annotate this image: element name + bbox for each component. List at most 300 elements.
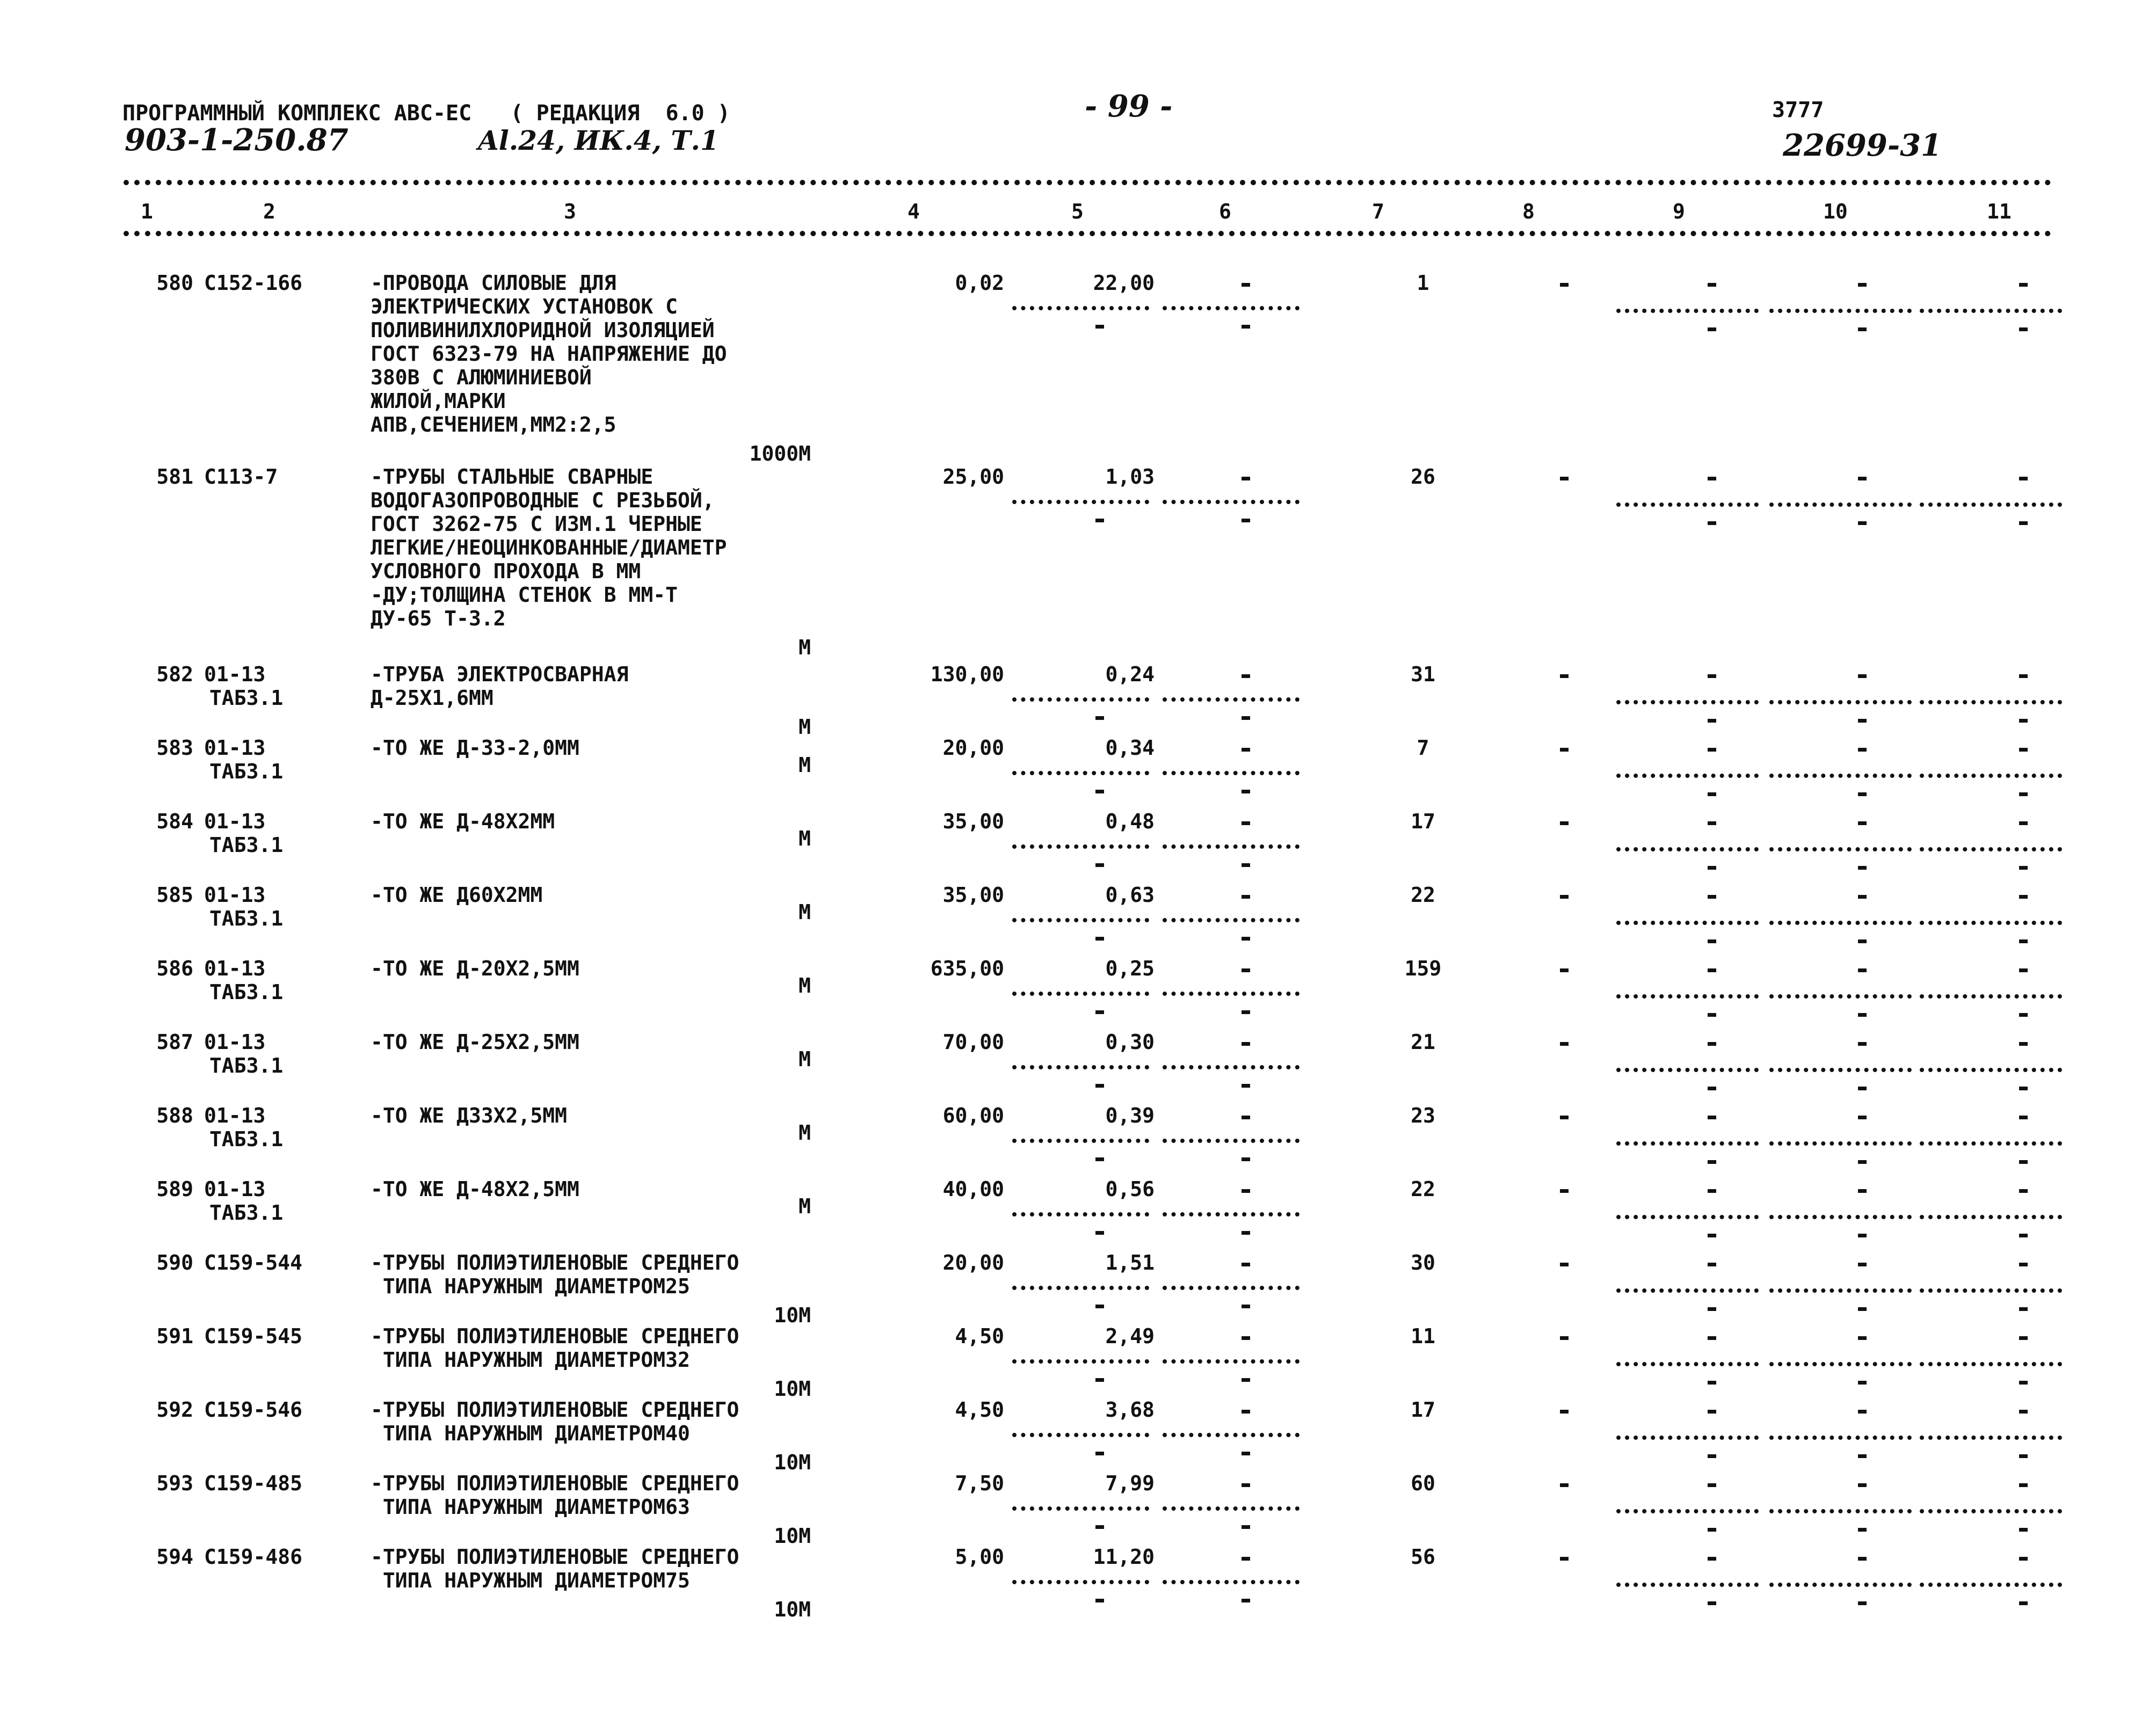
- row-description: ТИПА НАРУЖНЫМ ДИАМЕТРОМ25: [371, 1274, 690, 1298]
- row-unit: М: [798, 1194, 811, 1218]
- row-total: 26: [1411, 465, 1435, 489]
- row-description: -ТРУБЫ ПОЛИЭТИЛЕНОВЫЕ СРЕДНЕГО: [371, 1471, 739, 1495]
- row-unit: 10М: [774, 1598, 811, 1621]
- row-number: 584: [156, 810, 193, 833]
- row-description: -ДУ;ТОЛЩИНА СТЕНОК В ММ-Т: [371, 583, 678, 607]
- empty-value-dash: [1708, 895, 1716, 899]
- row-code: С159-544: [204, 1251, 303, 1274]
- empty-value-dash: [1560, 821, 1569, 825]
- row-code: 01-13: [204, 736, 266, 760]
- dotted-separator: [1163, 500, 1300, 504]
- row-unit: М: [798, 636, 811, 659]
- empty-value-dash: [2019, 327, 2028, 331]
- empty-value-dash: [1242, 1042, 1250, 1046]
- empty-value-dash: [1708, 821, 1716, 825]
- document-reference: Al.24, ИК.4, Т.1: [478, 125, 719, 156]
- dotted-separator: [1012, 918, 1149, 922]
- empty-value-dash: [1858, 1189, 1867, 1193]
- row-number: 587: [156, 1030, 193, 1054]
- row-description: -ТРУБЫ ПОЛИЭТИЛЕНОВЫЕ СРЕДНЕГО: [371, 1324, 739, 1348]
- empty-value-dash: [1560, 1336, 1569, 1340]
- row-price: 11,20: [1093, 1545, 1155, 1569]
- row-total: 56: [1411, 1545, 1435, 1569]
- empty-value-dash: [2019, 1307, 2028, 1311]
- row-unit: М: [798, 715, 811, 739]
- empty-value-dash: [2019, 719, 2028, 723]
- empty-value-dash: [2019, 1483, 2028, 1487]
- empty-value-dash: [2019, 1234, 2028, 1237]
- dotted-separator: [1012, 500, 1149, 504]
- row-price: 1,51: [1105, 1251, 1155, 1274]
- row-quantity: 0,02: [955, 271, 1004, 295]
- row-quantity: 4,50: [955, 1398, 1004, 1422]
- column-header-4: 4: [908, 200, 920, 223]
- header-rule-bottom: [124, 231, 2051, 236]
- empty-value-dash: [1708, 1307, 1716, 1311]
- dotted-separator: [1163, 771, 1300, 775]
- row-quantity: 130,00: [930, 662, 1004, 686]
- top-number: 3777: [1772, 98, 1824, 122]
- row-description: ТИПА НАРУЖНЫМ ДИАМЕТРОМ63: [371, 1495, 690, 1519]
- empty-value-dash: [1708, 674, 1716, 678]
- empty-value-dash: [1242, 716, 1250, 720]
- row-quantity: 35,00: [942, 883, 1004, 907]
- empty-value-dash: [1708, 283, 1716, 287]
- empty-value-dash: [2019, 792, 2028, 796]
- page-mark: - 99 -: [1085, 89, 1173, 124]
- empty-value-dash: [1858, 1557, 1867, 1561]
- row-price: 0,30: [1105, 1030, 1155, 1054]
- empty-value-dash: [1560, 968, 1569, 972]
- empty-value-dash: [1242, 1157, 1250, 1161]
- empty-value-dash: [1858, 1307, 1867, 1311]
- dotted-separator: [1920, 1362, 2062, 1366]
- row-description: -ТРУБА ЭЛЕКТРОСВАРНАЯ: [371, 662, 629, 686]
- row-code: С159-545: [204, 1324, 303, 1348]
- empty-value-dash: [1095, 1452, 1104, 1455]
- row-number: 581: [156, 465, 193, 489]
- dotted-separator: [1012, 992, 1149, 996]
- dotted-separator: [1012, 1065, 1149, 1069]
- row-description: -ПРОВОДА СИЛОВЫЕ ДЛЯ: [371, 271, 616, 295]
- empty-value-dash: [1858, 1116, 1867, 1119]
- row-code: ТАБ3.1: [209, 980, 284, 1004]
- empty-value-dash: [1858, 895, 1867, 899]
- empty-value-dash: [1242, 1525, 1250, 1529]
- empty-value-dash: [1560, 895, 1569, 899]
- empty-value-dash: [1708, 792, 1716, 796]
- empty-value-dash: [1095, 325, 1104, 329]
- row-price: 0,39: [1105, 1104, 1155, 1127]
- empty-value-dash: [1858, 1087, 1867, 1090]
- row-price: 0,48: [1105, 810, 1155, 833]
- row-description: ЛЕГКИЕ/НЕОЦИНКОВАННЫЕ/ДИАМЕТР: [371, 536, 727, 559]
- dotted-separator: [1163, 992, 1300, 996]
- column-header-1: 1: [141, 200, 153, 223]
- empty-value-dash: [1858, 1013, 1867, 1017]
- empty-value-dash: [1560, 674, 1569, 678]
- dotted-separator: [1920, 921, 2062, 925]
- dotted-separator: [1616, 1583, 1759, 1587]
- row-number: 592: [156, 1398, 193, 1422]
- empty-value-dash: [2019, 674, 2028, 678]
- dotted-separator: [1012, 1286, 1149, 1290]
- empty-value-dash: [1708, 1336, 1716, 1340]
- dotted-separator: [1012, 1139, 1149, 1143]
- empty-value-dash: [1858, 1234, 1867, 1237]
- row-price: 22,00: [1093, 271, 1155, 295]
- empty-value-dash: [1708, 1483, 1716, 1487]
- empty-value-dash: [2019, 968, 2028, 972]
- row-code: С152-166: [204, 271, 303, 295]
- row-price: 2,49: [1105, 1324, 1155, 1348]
- dotted-separator: [1920, 1436, 2062, 1440]
- row-description: -ТО ЖЕ Д-33-2,0ММ: [371, 736, 579, 760]
- dotted-separator: [1920, 774, 2062, 778]
- row-code: 01-13: [204, 883, 266, 907]
- dotted-separator: [1616, 1362, 1759, 1366]
- row-description: ДУ-65 Т-3.2: [371, 607, 506, 630]
- dotted-separator: [1012, 771, 1149, 775]
- dotted-separator: [1163, 1433, 1300, 1437]
- row-unit: М: [798, 1047, 811, 1071]
- dotted-separator: [1012, 697, 1149, 702]
- dotted-separator: [1769, 502, 1912, 507]
- dotted-separator: [1769, 1141, 1912, 1146]
- row-price: 3,68: [1105, 1398, 1155, 1422]
- dotted-separator: [1920, 1215, 2062, 1219]
- row-total: 23: [1411, 1104, 1435, 1127]
- row-price: 0,24: [1105, 662, 1155, 686]
- row-unit: 10М: [774, 1377, 811, 1401]
- row-total: 30: [1411, 1251, 1435, 1274]
- row-description: ТИПА НАРУЖНЫМ ДИАМЕТРОМ75: [371, 1569, 690, 1592]
- row-quantity: 70,00: [942, 1030, 1004, 1054]
- row-number: 583: [156, 736, 193, 760]
- empty-value-dash: [1708, 1601, 1716, 1605]
- dotted-separator: [1769, 1583, 1912, 1587]
- row-unit: 10М: [774, 1451, 811, 1474]
- row-code: ТАБ3.1: [209, 1054, 284, 1077]
- dotted-separator: [1012, 1212, 1149, 1216]
- empty-value-dash: [2019, 895, 2028, 899]
- empty-value-dash: [2019, 283, 2028, 287]
- dotted-separator: [1616, 309, 1759, 313]
- row-number: 586: [156, 957, 193, 980]
- dotted-separator: [1769, 994, 1912, 999]
- row-code: 01-13: [204, 1030, 266, 1054]
- dotted-separator: [1769, 309, 1912, 313]
- row-total: 7: [1417, 736, 1429, 760]
- dotted-separator: [1769, 921, 1912, 925]
- dotted-separator: [1616, 921, 1759, 925]
- dotted-separator: [1920, 1509, 2062, 1513]
- dotted-separator: [1012, 844, 1149, 849]
- dotted-separator: [1616, 1509, 1759, 1513]
- empty-value-dash: [1095, 790, 1104, 793]
- row-number: 591: [156, 1324, 193, 1348]
- empty-value-dash: [2019, 1087, 2028, 1090]
- row-code: С159-485: [204, 1471, 303, 1495]
- row-total: 11: [1411, 1324, 1435, 1348]
- row-price: 0,63: [1105, 883, 1155, 907]
- row-code: С159-486: [204, 1545, 303, 1569]
- empty-value-dash: [1242, 1452, 1250, 1455]
- empty-value-dash: [1858, 1160, 1867, 1164]
- empty-value-dash: [1858, 1336, 1867, 1340]
- empty-value-dash: [1095, 1305, 1104, 1308]
- row-description: АПВ,СЕЧЕНИЕМ,ММ2:2,5: [371, 413, 616, 436]
- row-unit: 1000М: [749, 442, 811, 465]
- empty-value-dash: [1708, 1381, 1716, 1385]
- dotted-separator: [1769, 847, 1912, 851]
- empty-value-dash: [1708, 1557, 1716, 1561]
- empty-value-dash: [2019, 1410, 2028, 1414]
- row-description: -ТО ЖЕ Д-20Х2,5ММ: [371, 957, 579, 980]
- dotted-separator: [1163, 1286, 1300, 1290]
- dotted-separator: [1163, 1212, 1300, 1216]
- program-title: ПРОГРАММНЫЙ КОМПЛЕКС АВС-ЕС ( РЕДАКЦИЯ 6.0 ): [122, 101, 730, 126]
- column-header-7: 7: [1372, 200, 1384, 223]
- empty-value-dash: [1242, 283, 1250, 287]
- dotted-separator: [1012, 1359, 1149, 1364]
- empty-value-dash: [1708, 748, 1716, 752]
- dotted-separator: [1616, 1288, 1759, 1293]
- empty-value-dash: [1242, 1557, 1250, 1561]
- empty-value-dash: [1708, 968, 1716, 972]
- row-code: 01-13: [204, 810, 266, 833]
- row-code: С159-546: [204, 1398, 303, 1422]
- dotted-separator: [1163, 1580, 1300, 1584]
- empty-value-dash: [1858, 1410, 1867, 1414]
- dotted-separator: [1920, 1141, 2062, 1146]
- empty-value-dash: [2019, 1160, 2028, 1164]
- row-description: -ТО ЖЕ Д-25Х2,5ММ: [371, 1030, 579, 1054]
- dotted-separator: [1920, 700, 2062, 704]
- dotted-separator: [1163, 697, 1300, 702]
- row-unit: М: [798, 827, 811, 850]
- empty-value-dash: [1560, 1042, 1569, 1046]
- dotted-separator: [1616, 847, 1759, 851]
- empty-value-dash: [1242, 325, 1250, 329]
- empty-value-dash: [1858, 1263, 1867, 1266]
- dotted-separator: [1769, 700, 1912, 704]
- empty-value-dash: [1095, 863, 1104, 867]
- empty-value-dash: [1858, 939, 1867, 943]
- empty-value-dash: [1858, 1483, 1867, 1487]
- empty-value-dash: [1242, 1336, 1250, 1340]
- dotted-separator: [1920, 847, 2062, 851]
- row-description: -ТО ЖЕ Д33Х2,5ММ: [371, 1104, 568, 1127]
- row-quantity: 20,00: [942, 1251, 1004, 1274]
- row-quantity: 25,00: [942, 465, 1004, 489]
- empty-value-dash: [1708, 1234, 1716, 1237]
- empty-value-dash: [1242, 1483, 1250, 1487]
- empty-value-dash: [1095, 1010, 1104, 1014]
- empty-value-dash: [1858, 1528, 1867, 1532]
- empty-value-dash: [1858, 1601, 1867, 1605]
- dotted-separator: [1163, 918, 1300, 922]
- empty-value-dash: [1242, 1599, 1250, 1602]
- row-description: ЖИЛОЙ,МАРКИ: [371, 389, 506, 413]
- row-price: 0,56: [1105, 1177, 1155, 1201]
- empty-value-dash: [1708, 1410, 1716, 1414]
- empty-value-dash: [2019, 1528, 2028, 1532]
- empty-value-dash: [1242, 863, 1250, 867]
- empty-value-dash: [2019, 1454, 2028, 1458]
- empty-value-dash: [1242, 1378, 1250, 1382]
- empty-value-dash: [2019, 521, 2028, 525]
- row-description: ВОДОГАЗОПРОВОДНЫЕ С РЕЗЬБОЙ,: [371, 489, 715, 512]
- row-description: ЭЛЕКТРИЧЕСКИХ УСТАНОВОК С: [371, 295, 678, 318]
- row-code: 01-13: [204, 1104, 266, 1127]
- row-unit: М: [798, 1121, 811, 1145]
- row-unit: М: [798, 974, 811, 997]
- empty-value-dash: [1708, 1528, 1716, 1532]
- empty-value-dash: [1560, 1263, 1569, 1266]
- row-description: ГОСТ 3262-75 С ИЗМ.1 ЧЕРНЫЕ: [371, 512, 702, 536]
- empty-value-dash: [1858, 792, 1867, 796]
- empty-value-dash: [2019, 1116, 2028, 1119]
- dotted-separator: [1920, 1583, 2062, 1587]
- row-quantity: 7,50: [955, 1471, 1004, 1495]
- empty-value-dash: [1242, 937, 1250, 941]
- row-quantity: 35,00: [942, 810, 1004, 833]
- column-header-3: 3: [564, 200, 576, 223]
- empty-value-dash: [1242, 1231, 1250, 1235]
- empty-value-dash: [1858, 674, 1867, 678]
- empty-value-dash: [1242, 790, 1250, 793]
- empty-value-dash: [1858, 477, 1867, 480]
- empty-value-dash: [1708, 1087, 1716, 1090]
- empty-value-dash: [2019, 1189, 2028, 1193]
- row-number: 588: [156, 1104, 193, 1127]
- empty-value-dash: [1242, 1263, 1250, 1266]
- dotted-separator: [1920, 1288, 2062, 1293]
- row-description: -ТО ЖЕ Д-48Х2ММ: [371, 810, 555, 833]
- column-header-11: 11: [1987, 200, 2012, 223]
- row-code: ТАБ3.1: [209, 1201, 284, 1225]
- empty-value-dash: [2019, 866, 2028, 870]
- row-description: -ТРУБЫ ПОЛИЭТИЛЕНОВЫЕ СРЕДНЕГО: [371, 1398, 739, 1422]
- column-header-6: 6: [1219, 200, 1231, 223]
- empty-value-dash: [1560, 1483, 1569, 1487]
- empty-value-dash: [1242, 477, 1250, 480]
- row-code: С113-7: [204, 465, 278, 489]
- row-price: 0,34: [1105, 736, 1155, 760]
- row-number: 593: [156, 1471, 193, 1495]
- row-quantity: 20,00: [942, 736, 1004, 760]
- row-description: ГОСТ 6323-79 НА НАПРЯЖЕНИЕ ДО: [371, 342, 727, 366]
- empty-value-dash: [1095, 1231, 1104, 1235]
- row-price: 7,99: [1105, 1471, 1155, 1495]
- empty-value-dash: [1242, 1084, 1250, 1088]
- empty-value-dash: [2019, 477, 2028, 480]
- dotted-separator: [1920, 994, 2062, 999]
- dotted-separator: [1012, 1580, 1149, 1584]
- empty-value-dash: [1708, 1189, 1716, 1193]
- dotted-separator: [1163, 1065, 1300, 1069]
- empty-value-dash: [1242, 1189, 1250, 1193]
- row-code: 01-13: [204, 957, 266, 980]
- row-unit: 10М: [774, 1303, 811, 1327]
- column-header-2: 2: [263, 200, 275, 223]
- row-number: 582: [156, 662, 193, 686]
- empty-value-dash: [1708, 521, 1716, 525]
- dotted-separator: [1012, 306, 1149, 310]
- header-rule-top: [124, 180, 2051, 185]
- dotted-separator: [1012, 1433, 1149, 1437]
- dotted-separator: [1163, 1506, 1300, 1511]
- row-code: ТАБ3.1: [209, 760, 284, 783]
- dotted-separator: [1769, 1509, 1912, 1513]
- column-header-10: 10: [1823, 200, 1848, 223]
- empty-value-dash: [1095, 1157, 1104, 1161]
- empty-value-dash: [1095, 519, 1104, 522]
- empty-value-dash: [1242, 519, 1250, 522]
- row-description: ТИПА НАРУЖНЫМ ДИАМЕТРОМ40: [371, 1422, 690, 1445]
- empty-value-dash: [1708, 327, 1716, 331]
- row-description: ТИПА НАРУЖНЫМ ДИАМЕТРОМ32: [371, 1348, 690, 1372]
- row-number: 589: [156, 1177, 193, 1201]
- row-total: 22: [1411, 883, 1435, 907]
- dotted-separator: [1616, 502, 1759, 507]
- empty-value-dash: [1708, 1160, 1716, 1164]
- empty-value-dash: [1708, 1042, 1716, 1046]
- row-code: ТАБ3.1: [209, 833, 284, 857]
- empty-value-dash: [1242, 674, 1250, 678]
- row-code: 01-13: [204, 1177, 266, 1201]
- empty-value-dash: [1242, 1410, 1250, 1414]
- dotted-separator: [1616, 700, 1759, 704]
- empty-value-dash: [1708, 477, 1716, 480]
- empty-value-dash: [1560, 1116, 1569, 1119]
- empty-value-dash: [1858, 719, 1867, 723]
- empty-value-dash: [1858, 1454, 1867, 1458]
- row-unit: 10М: [774, 1524, 811, 1548]
- row-total: 31: [1411, 662, 1435, 686]
- empty-value-dash: [1095, 1525, 1104, 1529]
- empty-value-dash: [1095, 1599, 1104, 1602]
- row-description: Д-25Х1,6ММ: [371, 686, 493, 710]
- empty-value-dash: [2019, 1601, 2028, 1605]
- dotted-separator: [1769, 1068, 1912, 1072]
- row-number: 580: [156, 271, 193, 295]
- dotted-separator: [1163, 306, 1300, 310]
- row-description: -ТРУБЫ СТАЛЬНЫЕ СВАРНЫЕ: [371, 465, 654, 489]
- dotted-separator: [1012, 1506, 1149, 1511]
- row-description: -ТРУБЫ ПОЛИЭТИЛЕНОВЫЕ СРЕДНЕГО: [371, 1545, 739, 1569]
- empty-value-dash: [2019, 748, 2028, 752]
- empty-value-dash: [1708, 1454, 1716, 1458]
- empty-value-dash: [2019, 1013, 2028, 1017]
- empty-value-dash: [1708, 1116, 1716, 1119]
- dotted-separator: [1920, 1068, 2062, 1072]
- row-total: 22: [1411, 1177, 1435, 1201]
- empty-value-dash: [1095, 937, 1104, 941]
- column-header-9: 9: [1673, 200, 1685, 223]
- dotted-separator: [1769, 1436, 1912, 1440]
- dotted-separator: [1616, 1068, 1759, 1072]
- dotted-separator: [1616, 1215, 1759, 1219]
- empty-value-dash: [1858, 821, 1867, 825]
- row-price: 0,25: [1105, 957, 1155, 980]
- row-total: 159: [1404, 957, 1442, 980]
- row-quantity: 5,00: [955, 1545, 1004, 1569]
- empty-value-dash: [1242, 1116, 1250, 1119]
- dotted-separator: [1769, 774, 1912, 778]
- empty-value-dash: [1095, 1084, 1104, 1088]
